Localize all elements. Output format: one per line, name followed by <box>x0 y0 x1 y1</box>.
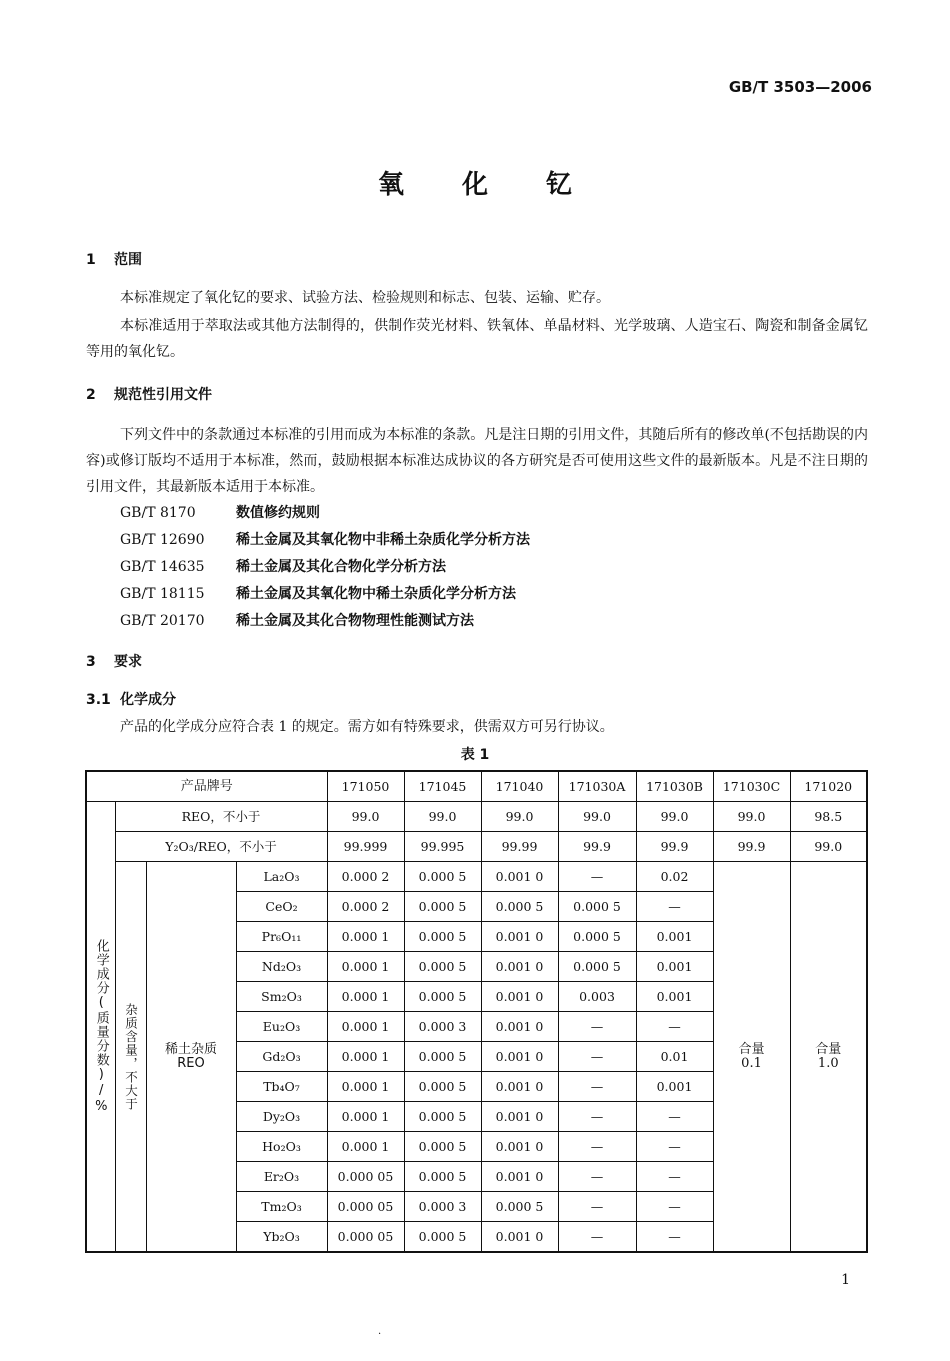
table-cell: 0.000 3 <box>404 1012 481 1042</box>
table-cell: 99.9 <box>713 832 790 862</box>
table-cell: — <box>636 1132 713 1162</box>
table-cell: 0.001 0 <box>481 982 558 1012</box>
table-cell: 0.000 5 <box>404 1132 481 1162</box>
oxide-name: Dy₂O₃ <box>236 1102 327 1132</box>
reference-code: GB/T 8170 <box>120 505 196 521</box>
table-cell: 0.000 5 <box>404 922 481 952</box>
table-cell: 0.001 0 <box>481 862 558 892</box>
document-title: 氧化钇 <box>377 170 630 200</box>
table-cell: 0.001 0 <box>481 1162 558 1192</box>
table-row-reo <box>86 802 867 832</box>
table-cell: 99.0 <box>790 832 867 862</box>
table-cell: 0.000 5 <box>481 1192 558 1222</box>
rare-earth-label-line-2: REO <box>177 1055 205 1071</box>
grade-header: 171030B <box>636 771 713 802</box>
section-number: 3.1 <box>86 692 111 708</box>
table-cell: 0.001 0 <box>481 1132 558 1162</box>
table-cell: 0.000 1 <box>327 922 404 952</box>
reference-title: 稀土金属及其化合物物理性能测试方法 <box>236 613 474 629</box>
reference-title: 稀土金属及其氧化物中非稀土杂质化学分析方法 <box>236 532 530 548</box>
table-cell: 0.000 5 <box>404 892 481 922</box>
row-label: Y₂O₃/REO，不小于 <box>115 832 327 862</box>
table-cell: 0.000 5 <box>404 982 481 1012</box>
impurity-row <box>86 862 867 892</box>
table-cell: — <box>636 1222 713 1253</box>
sum-cell-171020 <box>790 862 867 1253</box>
grade-header: 171045 <box>404 771 481 802</box>
reference-item <box>120 556 446 576</box>
table-cell: 99.0 <box>404 802 481 832</box>
table-cell: 0.000 5 <box>404 1222 481 1253</box>
reference-code: GB/T 18115 <box>120 586 205 602</box>
table-cell: 0.001 0 <box>481 1042 558 1072</box>
footer-mark: . <box>378 1326 382 1337</box>
table-cell: 0.001 0 <box>481 1102 558 1132</box>
table-cell: 0.001 0 <box>481 1072 558 1102</box>
table-cell: 0.000 05 <box>327 1162 404 1192</box>
table-cell: — <box>558 1042 636 1072</box>
table-cell: 99.9 <box>558 832 636 862</box>
page-number: 1 <box>841 1272 850 1288</box>
table-cell: 0.000 5 <box>404 952 481 982</box>
reference-item <box>120 610 474 630</box>
table-cell: 0.000 5 <box>404 862 481 892</box>
table-cell: 0.000 5 <box>404 1162 481 1192</box>
oxide-name: Nd₂O₃ <box>236 952 327 982</box>
section-title: 规范性引用文件 <box>114 387 212 403</box>
table-cell: 0.000 2 <box>327 862 404 892</box>
table-cell: — <box>636 1012 713 1042</box>
section-2-paragraph-1: 下列文件中的条款通过本标准的引用而成为本标准的条款。凡是注日期的引用文件，其随后所有的修改单(不包括勘误的内容)或修订版均不适用于本标准，然而，鼓励根据本标准达成协议的各方研究是否可使用这些文件的最新版本。凡是不注日期的引用文件，其最新版本适用于本标准。 <box>86 427 868 495</box>
grade-header: 171030A <box>558 771 636 802</box>
oxide-name: Yb₂O₃ <box>236 1222 327 1253</box>
table-cell: 0.000 5 <box>481 892 558 922</box>
table-cell: 99.0 <box>713 802 790 832</box>
table-cell: 99.0 <box>636 802 713 832</box>
table-cell: — <box>558 1222 636 1253</box>
oxide-name: Eu₂O₃ <box>236 1012 327 1042</box>
table-cell: 0.000 5 <box>558 922 636 952</box>
table-cell: 0.001 0 <box>481 1222 558 1253</box>
oxide-name: Tm₂O₃ <box>236 1192 327 1222</box>
section-1-paragraph-2: 本标准适用于萃取法或其他方法制得的，供制作荧光材料、铁氧体、单晶材料、光学玻璃、人造宝石、陶瓷和制备金属钇等用的氧化钇。 <box>86 318 868 360</box>
oxide-name: Gd₂O₃ <box>236 1042 327 1072</box>
table-cell: 99.99 <box>481 832 558 862</box>
section-number: 2 <box>86 387 96 403</box>
section-title: 要求 <box>114 654 142 670</box>
table-cell: 98.5 <box>790 802 867 832</box>
reference-code: GB/T 12690 <box>120 532 205 548</box>
header-label: 产品牌号 <box>86 771 327 802</box>
table-cell: — <box>558 1102 636 1132</box>
reference-code: GB/T 14635 <box>120 559 205 575</box>
reference-title: 数值修约规则 <box>236 505 320 521</box>
sum-label: 合量 <box>815 1041 842 1057</box>
oxide-name: Sm₂O₃ <box>236 982 327 1012</box>
reference-item <box>120 502 320 522</box>
table-cell: 0.01 <box>636 1042 713 1072</box>
table-caption: 表 1 <box>460 747 490 763</box>
grade-header: 171040 <box>481 771 558 802</box>
section-number: 1 <box>86 252 96 268</box>
standard-code: GB/T 3503—2006 <box>728 78 872 96</box>
table-cell: 99.0 <box>327 802 404 832</box>
table-header-row <box>86 771 867 802</box>
table-cell: 99.999 <box>327 832 404 862</box>
table-cell: 0.000 5 <box>404 1102 481 1132</box>
table-cell: 0.000 1 <box>327 1012 404 1042</box>
section-1-paragraph-1: 本标准规定了氧化钇的要求、试验方法、检验规则和标志、包装、运输、贮存。 <box>120 290 610 306</box>
oxide-name: La₂O₃ <box>236 862 327 892</box>
row-label: REO，不小于 <box>115 802 327 832</box>
oxide-name: Pr₆O₁₁ <box>236 922 327 952</box>
table-cell: 0.000 1 <box>327 952 404 982</box>
impurity-label: 杂质含量，不大于 <box>115 862 146 1253</box>
sum-value: 1.0 <box>817 1055 839 1071</box>
side-label: 化学成分(质量分数)/% <box>86 802 115 1253</box>
table-cell: 0.02 <box>636 862 713 892</box>
section-2-heading <box>86 384 212 404</box>
section-3-1-heading <box>86 689 176 709</box>
table-cell: — <box>558 1132 636 1162</box>
sum-cell-171030c <box>713 862 790 1253</box>
table-cell: 0.000 1 <box>327 1132 404 1162</box>
table-cell: 0.001 0 <box>481 1012 558 1042</box>
table-cell: 0.000 1 <box>327 1042 404 1072</box>
table-cell: — <box>636 1102 713 1132</box>
table-cell: 0.001 0 <box>481 922 558 952</box>
table-cell: 0.001 <box>636 1072 713 1102</box>
table-cell: 99.0 <box>481 802 558 832</box>
oxide-name: Tb₄O₇ <box>236 1072 327 1102</box>
table-cell: 0.000 5 <box>404 1042 481 1072</box>
table-cell: — <box>636 1192 713 1222</box>
grade-header: 171030C <box>713 771 790 802</box>
table-cell: 0.001 <box>636 982 713 1012</box>
table-cell: 0.000 5 <box>558 892 636 922</box>
sum-value: 0.1 <box>741 1055 762 1071</box>
table-cell: — <box>558 1192 636 1222</box>
table-cell: 0.001 0 <box>481 952 558 982</box>
oxide-name: Er₂O₃ <box>236 1162 327 1192</box>
table-cell: 0.000 2 <box>327 892 404 922</box>
grade-header: 171050 <box>327 771 404 802</box>
table-cell: 0.000 1 <box>327 1102 404 1132</box>
table-cell: 0.000 05 <box>327 1192 404 1222</box>
table-cell: 99.995 <box>404 832 481 862</box>
reference-code: GB/T 20170 <box>120 613 205 629</box>
grade-header: 171020 <box>790 771 867 802</box>
table-cell: 0.001 <box>636 952 713 982</box>
table-cell: 99.0 <box>558 802 636 832</box>
table-cell: — <box>636 1162 713 1192</box>
reference-item <box>120 583 516 603</box>
chemical-composition-table <box>85 770 868 1253</box>
table-cell: 0.000 5 <box>558 952 636 982</box>
oxide-name: Ho₂O₃ <box>236 1132 327 1162</box>
table-cell: 0.000 1 <box>327 1072 404 1102</box>
section-1-heading <box>86 249 142 269</box>
rare-earth-label-line-1: 稀土杂质 <box>164 1041 217 1057</box>
table-cell: 0.001 <box>636 922 713 952</box>
table-cell: 0.000 3 <box>404 1192 481 1222</box>
reference-title: 稀土金属及其氧化物中稀土杂质化学分析方法 <box>236 586 516 602</box>
table-cell: — <box>636 892 713 922</box>
section-title: 化学成分 <box>120 692 176 708</box>
reference-item <box>120 529 530 549</box>
table-cell: — <box>558 1072 636 1102</box>
table-cell: 0.000 05 <box>327 1222 404 1253</box>
sum-label: 合量 <box>738 1041 765 1057</box>
section-3-heading <box>86 651 142 671</box>
table-cell: 0.003 <box>558 982 636 1012</box>
table-cell: 0.000 5 <box>404 1072 481 1102</box>
table-cell: — <box>558 1162 636 1192</box>
section-3-1-paragraph: 产品的化学成分应符合表 1 的规定。需方如有特殊要求，供需双方可另行协议。 <box>120 719 614 735</box>
table-cell: 99.9 <box>636 832 713 862</box>
table-cell: — <box>558 1012 636 1042</box>
oxide-name: CeO₂ <box>236 892 327 922</box>
rare-earth-impurity-label <box>146 862 236 1253</box>
section-number: 3 <box>86 654 96 670</box>
table-cell: — <box>558 862 636 892</box>
reference-title: 稀土金属及其化合物化学分析方法 <box>236 559 446 575</box>
table-row-y2o3 <box>86 832 867 862</box>
section-title: 范围 <box>114 252 142 268</box>
table-cell: 0.000 1 <box>327 982 404 1012</box>
